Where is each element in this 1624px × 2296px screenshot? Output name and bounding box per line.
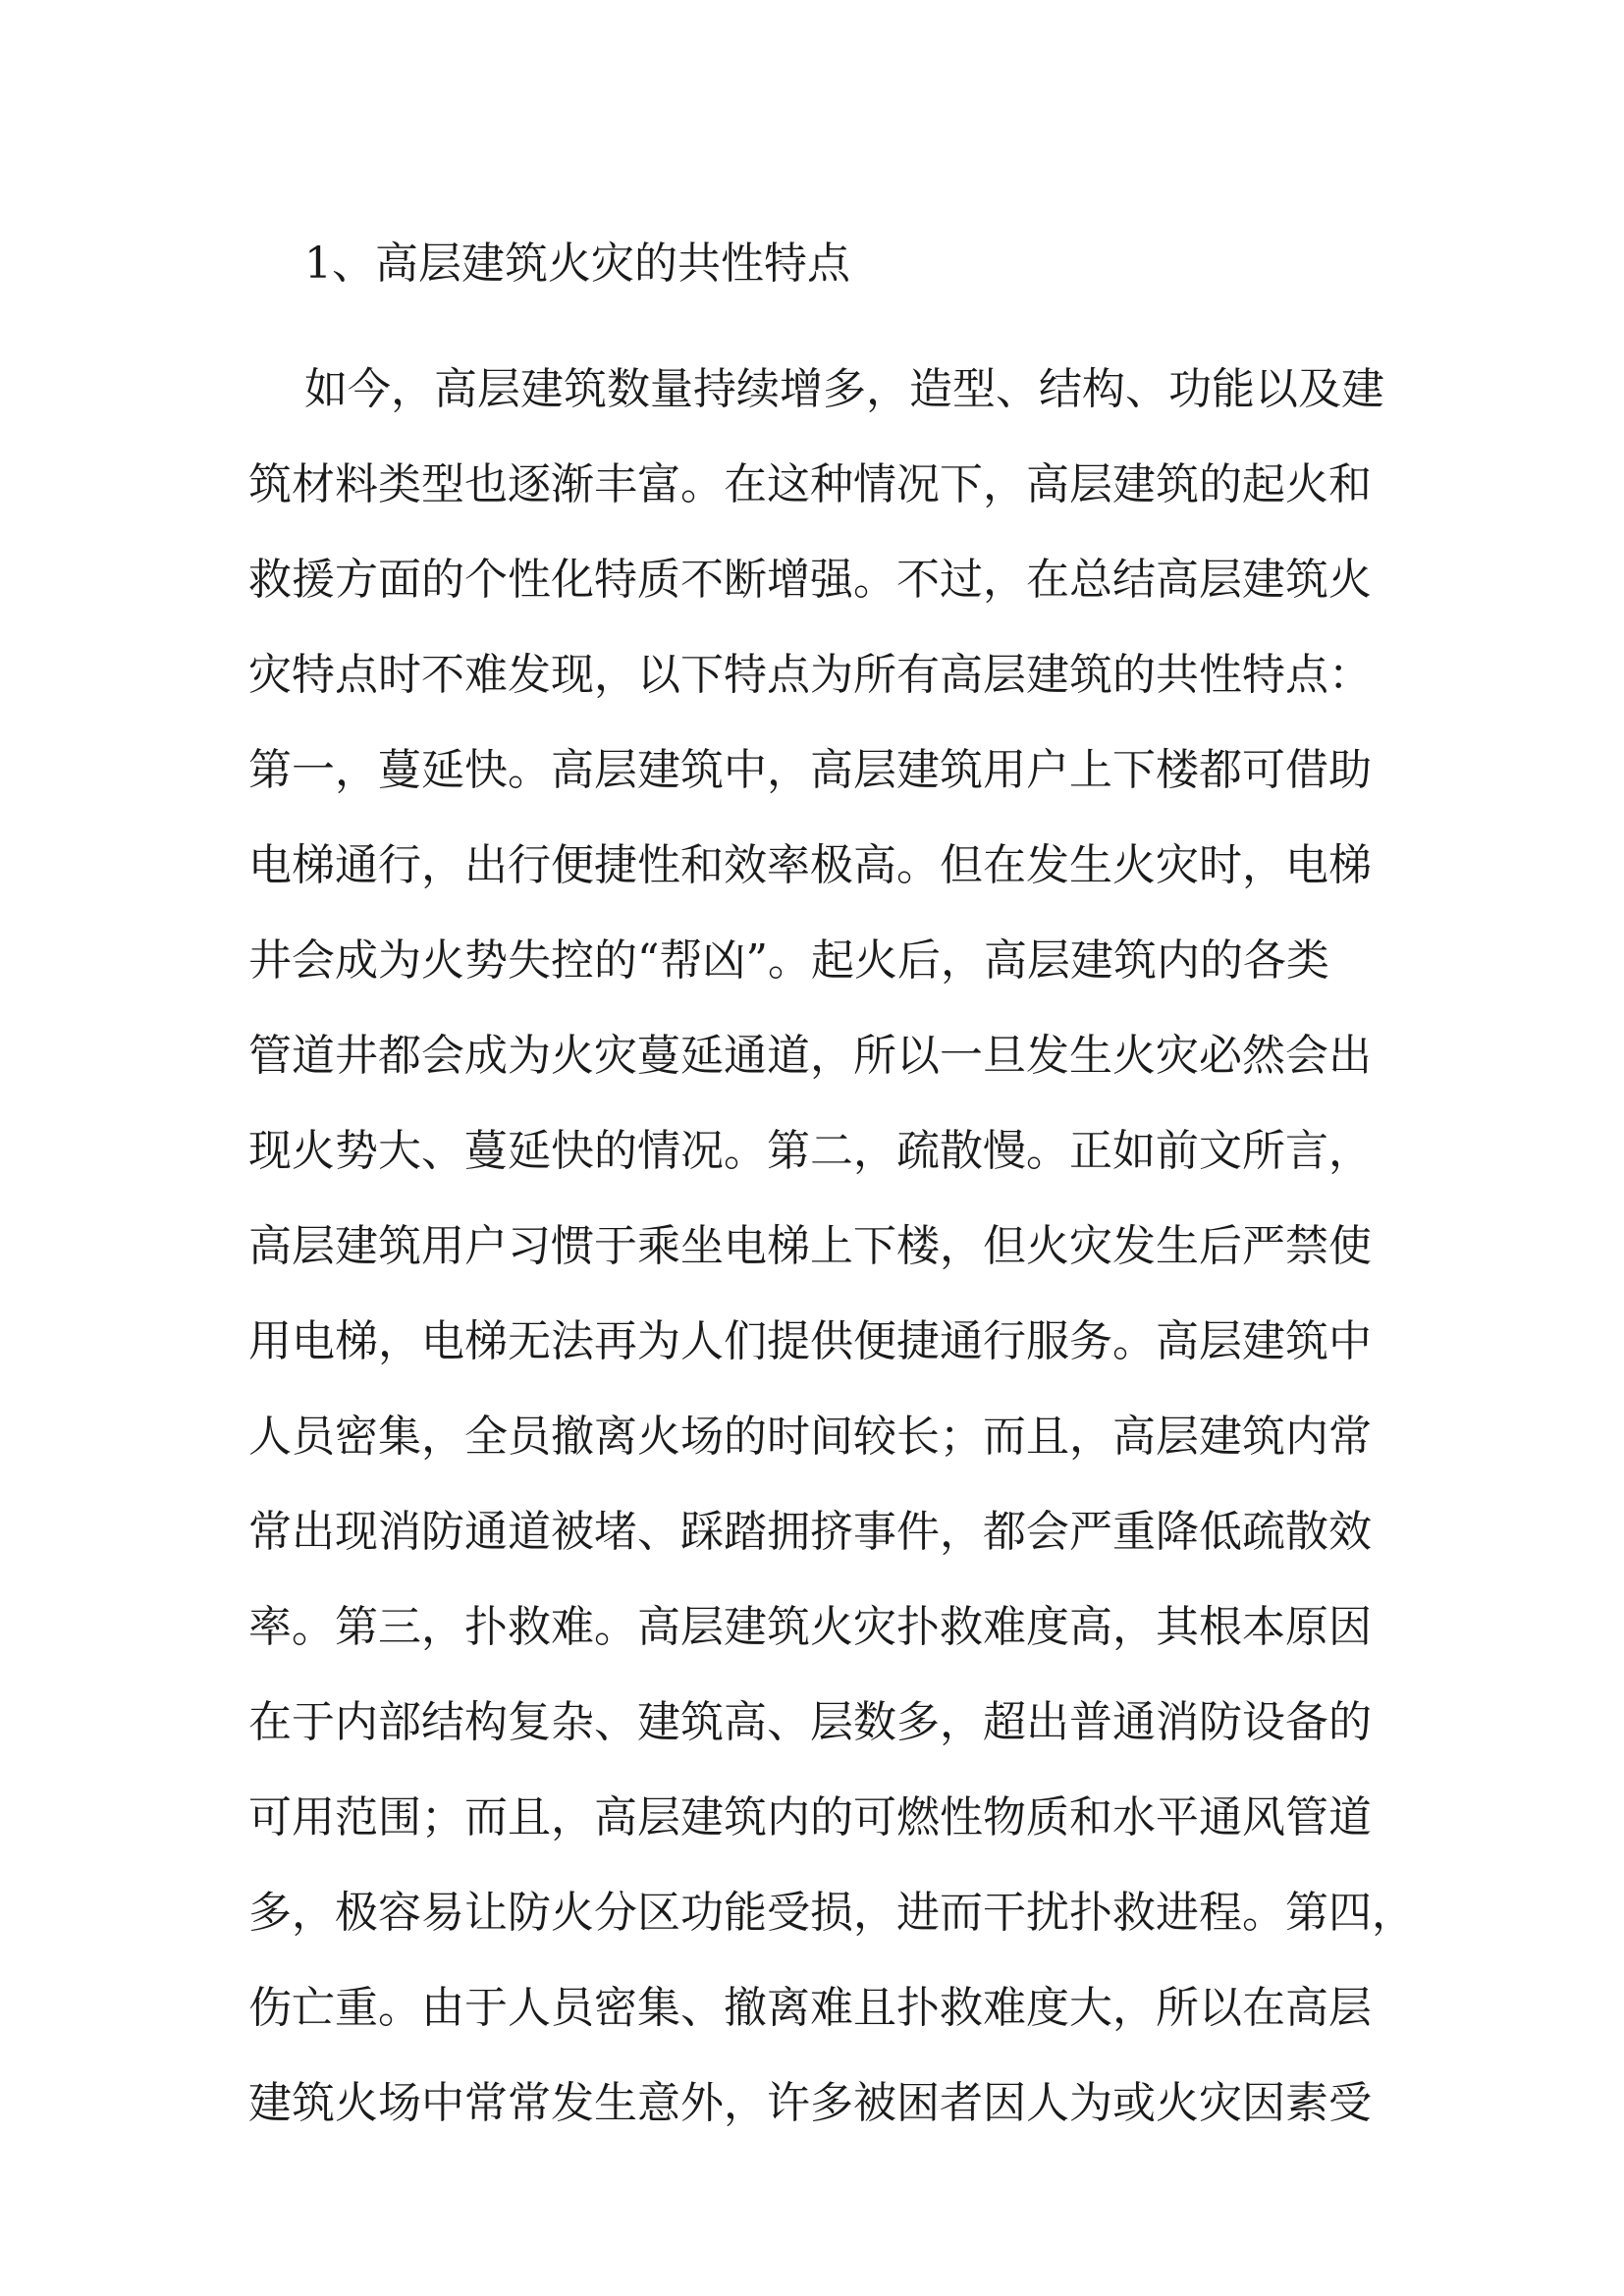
paragraph-line: 在于内部结构复杂、建筑高、层数多，超出普通消防设备的: [248, 1697, 1372, 1747]
paragraph-line: 第一，蔓延快。高层建筑中，高层建筑用户上下楼都可借助: [248, 745, 1372, 795]
paragraph-line: 高层建筑用户习惯于乘坐电梯上下楼，但火灾发生后严禁使: [248, 1221, 1372, 1271]
paragraph-line: 可用范围；而且，高层建筑内的可燃性物质和水平通风管道: [248, 1792, 1372, 1842]
paragraph-line: 建筑火场中常常发生意外，许多被困者因人为或火灾因素受: [248, 2078, 1372, 2128]
paragraph-line: 率。第三，扑救难。高层建筑火灾扑救难度高，其根本原因: [248, 1602, 1372, 1652]
paragraph-line: 井会成为火势失控的“帮凶”。起火后，高层建筑内的各类: [248, 935, 1329, 986]
section-heading: [248, 216, 850, 311]
heading-text: 1、高层建筑火灾的共性特点: [304, 239, 850, 289]
paragraph-line: 管道井都会成为火灾蔓延通道，所以一旦发生火灾必然会出: [248, 1031, 1372, 1081]
paragraph-line: 常出现消防通道被堵、踩踏拥挤事件，都会严重降低疏散效: [248, 1507, 1372, 1557]
paragraph-line: 如今，高层建筑数量持续增多，造型、结构、功能以及建: [304, 364, 1384, 414]
paragraph-line: 电梯通行，出行便捷性和效率极高。但在发生火灾时，电梯: [248, 840, 1372, 890]
body-paragraph: [248, 342, 1415, 2151]
paragraph-line: 灾特点时不难发现，以下特点为所有高层建筑的共性特点：: [248, 650, 1372, 700]
paragraph-line: 伤亡重。由于人员密集、撤离难且扑救难度大，所以在高层: [248, 1983, 1372, 2033]
paragraph-line: 筑材料类型也逐渐丰富。在这种情况下，高层建筑的起火和: [248, 459, 1372, 509]
paragraph-line: 人员密集，全员撤离火场的时间较长；而且，高层建筑内常: [248, 1412, 1372, 1462]
paragraph-line: 多，极容易让防火分区功能受损，进而干扰扑救进程。第四，: [248, 1888, 1415, 1938]
paragraph-line: 现火势大、蔓延快的情况。第二，疏散慢。正如前文所言，: [248, 1126, 1372, 1176]
paragraph-line: 救援方面的个性化特质不断增强。不过，在总结高层建筑火: [248, 555, 1372, 605]
paragraph-line: 用电梯，电梯无法再为人们提供便捷通行服务。高层建筑中: [248, 1316, 1372, 1366]
